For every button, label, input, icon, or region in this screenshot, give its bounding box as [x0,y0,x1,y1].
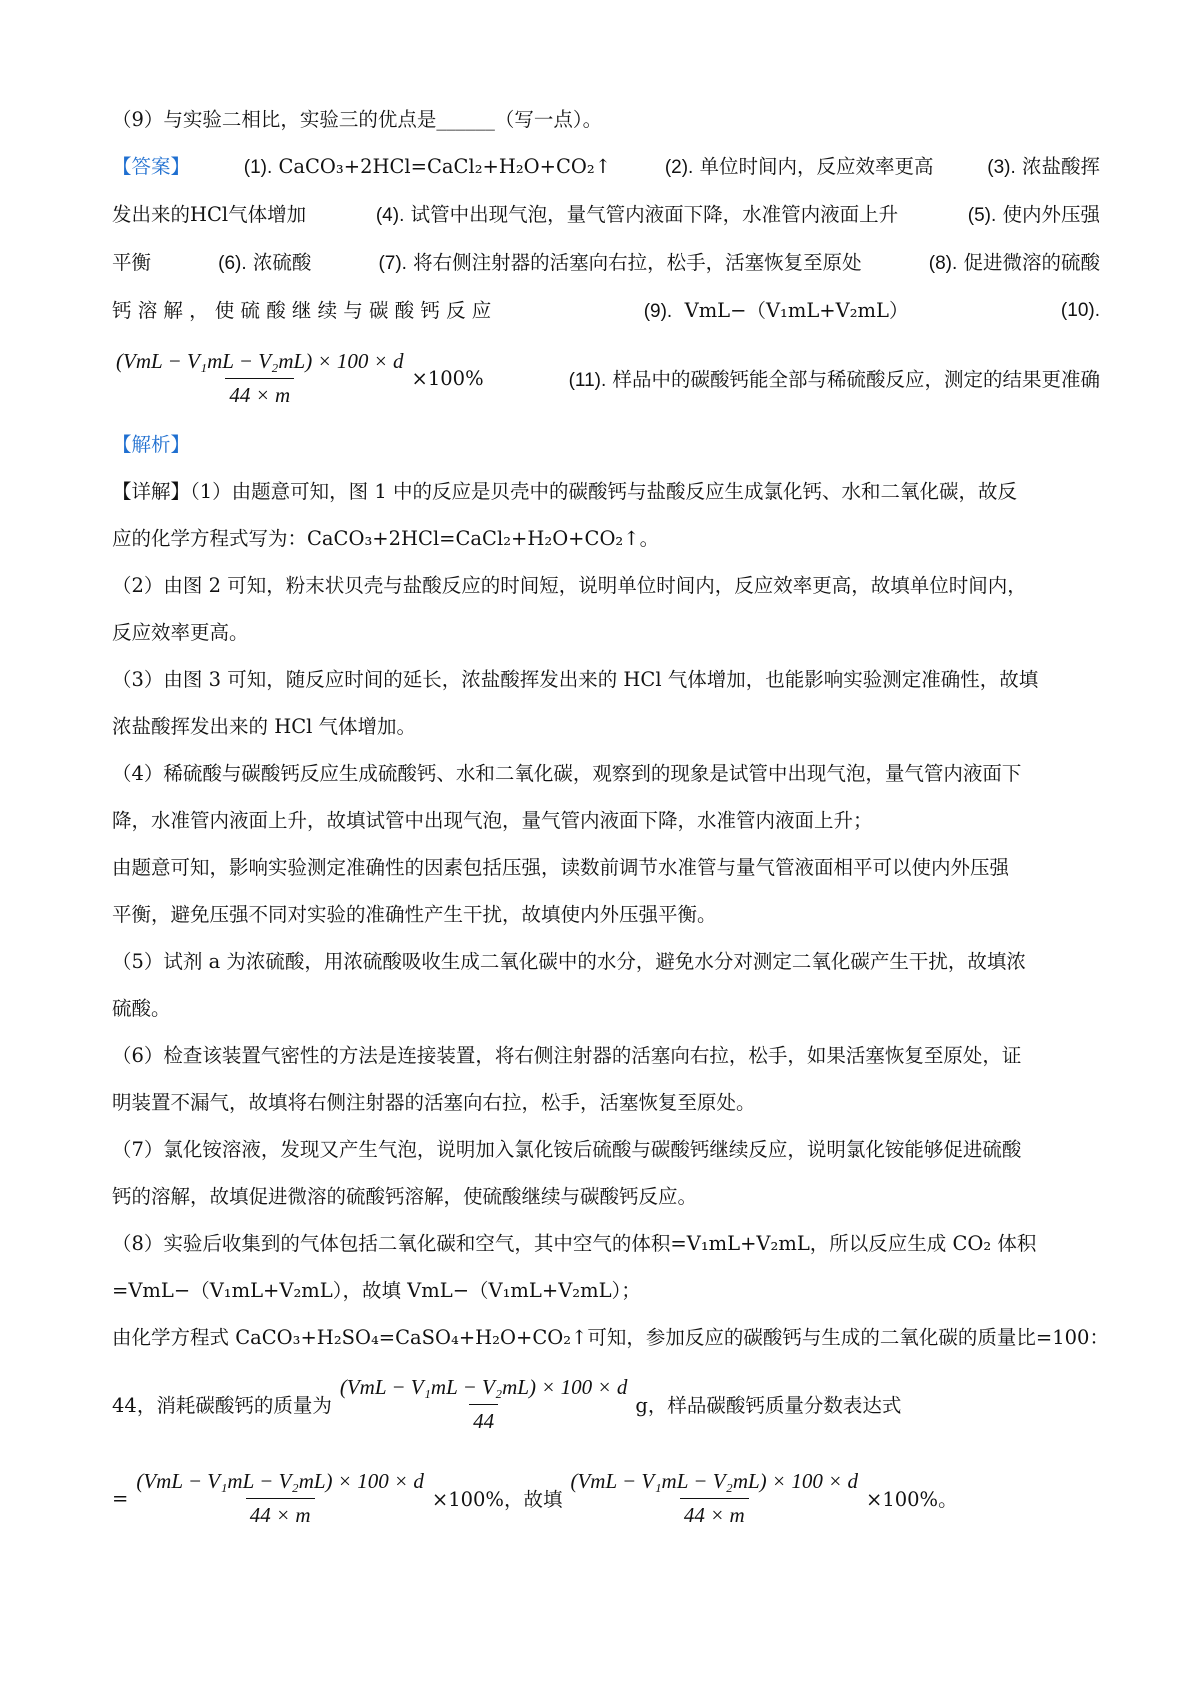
detail-p6b: 明装置不漏气，故填将右侧注射器的活塞向右拉，松手，活塞恢复至原处。 [112,1091,756,1114]
answer-4-number: (4). [375,205,405,226]
answer-6: 浓硫酸 [252,251,312,274]
answer-5: 使内外压强 [1002,203,1100,226]
fraction-numerator: (VmL − V₁mL − V₂mL) × 100 × d [136,1468,424,1493]
detail-p2a: （2）由图 2 可知，粉末状贝壳与盐酸反应的时间短，说明单位时间内，反应效率更高，故填单位时间内， [112,574,1027,597]
detail-p4b: 降，水准管内液面上升，故填试管中出现气泡，量气管内液面下降，水准管内液面上升； [112,809,873,832]
answer-11: 样品中的碳酸钙能全部与稀硫酸反应，测定的结果更准确 [612,368,1100,391]
fraction-denominator: 44 × m [246,1498,315,1528]
answer-tag: 【答案】 [112,155,191,178]
question-9: （9）与实验二相比，实验三的优点是______（写一点）。 [112,108,603,131]
answer-10-fraction [112,349,408,408]
detail-p8a: （8）实验后收集到的气体包括二氧化碳和空气，其中空气的体积=V₁mL+V₂mL，所以反应生成 CO₂ 体积 [112,1232,1037,1255]
answer-6-number: (6). [218,253,247,274]
answer-10-percent: ×100% [411,366,484,390]
answer-line-1 [112,143,1100,191]
answer-11-number: (11). [568,370,607,391]
fraction-numerator: (VmL − V₁mL − V₂mL) × 100 × d [570,1468,858,1493]
answer-line-4 [112,287,1100,335]
detail-p3b: 浓盐酸挥发出来的 HCl 气体增加。 [112,715,417,738]
detail-p7b: 钙的溶解，故填促进微溶的硫酸钙溶解，使硫酸继续与碳酸钙反应。 [112,1185,698,1208]
answer-8-cont: 钙 溶 解 ， 使 硫 酸 继 续 与 碳 酸 钙 反 应 [112,299,492,322]
answer-9-number: (9). [643,301,673,322]
document-page [112,96,1109,1541]
detail-p4a: （4）稀硫酸与碳酸钙反应生成硫酸钙、水和二氧化碳，观察到的现象是试管中出现气泡，量气管内液面下 [112,762,1022,785]
fraction-denominator: 44 × m [225,378,294,408]
fraction-numerator: (VmL − V₁mL − V₂mL) × 100 × d [116,348,404,373]
detail-p8b: =VmL−（V₁mL+V₂mL），故填 VmL−（V₁mL+V₂mL）； [112,1279,641,1302]
detail-p4d: 平衡，避免压强不同对实验的准确性产生干扰，故填使内外压强平衡。 [112,903,717,926]
answer-line-3 [112,239,1100,287]
answer-10-number: (10). [1060,300,1100,321]
answer-3: 浓盐酸挥 [1021,155,1100,178]
answer-7-number: (7). [378,253,407,274]
answer-7: 将右侧注射器的活塞向右拉，松手，活塞恢复至原处 [413,251,862,274]
detail-p4c: 由题意可知，影响实验测定准确性的因素包括压强，读数前调节水准管与量气管液面相平可以使内外压强 [112,856,1010,879]
answer-4: 试管中出现气泡，量气管内液面下降，水准管内液面上升 [410,203,899,226]
detail-p8c: 由化学方程式 CaCO₃+H₂SO₄=CaSO₄+H₂O+CO₂↑可知，参加反应的碳酸钙与生成的二氧化碳的质量比=100： [112,1326,1109,1349]
answer-line-2 [112,191,1100,239]
answer-5-number: (5). [967,205,997,226]
percent-fraction [132,1469,428,1528]
detail-p7a: （7）氯化铵溶液，发现又产生气泡，说明加入氯化铵后硫酸与碳酸钙继续反应，说明氯化铵能够促进硫酸 [112,1138,1022,1161]
analysis-tag: 【解析】 [112,433,191,456]
answer-8-number: (8). [928,253,958,274]
detail-p1a: 【详解】（1）由题意可知，图 1 中的反应是贝壳中的碳酸钙与盐酸反应生成氯化钙、水和二氧化碳，故反 [112,480,1017,503]
answer-line-5 [112,335,1100,421]
percent-fraction-answer [566,1469,862,1528]
answer-5-cont: 平衡 [112,251,152,274]
detail-p2b: 反应效率更高。 [112,621,249,644]
fraction-numerator: (VmL − V₁mL − V₂mL) × 100 × d [339,1374,628,1399]
answer-9: VmL−（V₁mL+V₂mL） [684,299,909,322]
answer-8: 促进微溶的硫酸 [963,251,1100,274]
answer-2: 单位时间内，反应效率更高 [699,155,934,178]
detail-p8d: 44，消耗碳酸钙的质量为 $\frac{\text{(VmL − V₁mL − V₂mL) × 100 × d}}{44}$ g，样品碳酸钙质量分数表达式 [112,1374,902,1433]
detail-p5b: 硫酸。 [112,997,171,1020]
detail-p1b: 应的化学方程式写为：CaCO₃+2HCl=CaCl₂+H₂O+CO₂↑。 [112,527,660,550]
mass-fraction [336,1375,632,1434]
answer-2-number: (2). [664,157,694,178]
answer-3-cont: 发出来的HCl气体增加 [112,203,307,226]
detail-p3a: （3）由图 3 可知，随反应时间的延长，浓盐酸挥发出来的 HCl 气体增加，也能影响实验测定准确性，故填 [112,668,1039,691]
answer-1-number: (1). [243,157,273,178]
answer-3-number: (3). [987,157,1016,178]
detail-p8e: = $\frac{\text{(VmL − V₁mL − V₂mL) × 100 × d}}{44 \times m}$ ×100%，故填 $\frac{\text{(VmL − V₁mL − V₂mL) × 100 × d}}{44 \times m}$ ×100%。 [112,1468,958,1527]
detail-p6a: （6）检查该装置气密性的方法是连接装置，将右侧注射器的活塞向右拉，松手，如果活塞恢复至原处，证 [112,1044,1022,1067]
fraction-denominator: 44 [469,1404,498,1434]
answer-1: CaCO₃+2HCl=CaCl₂+H₂O+CO₂↑ [278,155,612,178]
detail-p5a: （5）试剂 a 为浓硫酸，用浓硫酸吸收生成二氧化碳中的水分，避免水分对测定二氧化碳产生干扰，故填浓 [112,950,1026,973]
fraction-denominator: 44 × m [680,1498,749,1528]
